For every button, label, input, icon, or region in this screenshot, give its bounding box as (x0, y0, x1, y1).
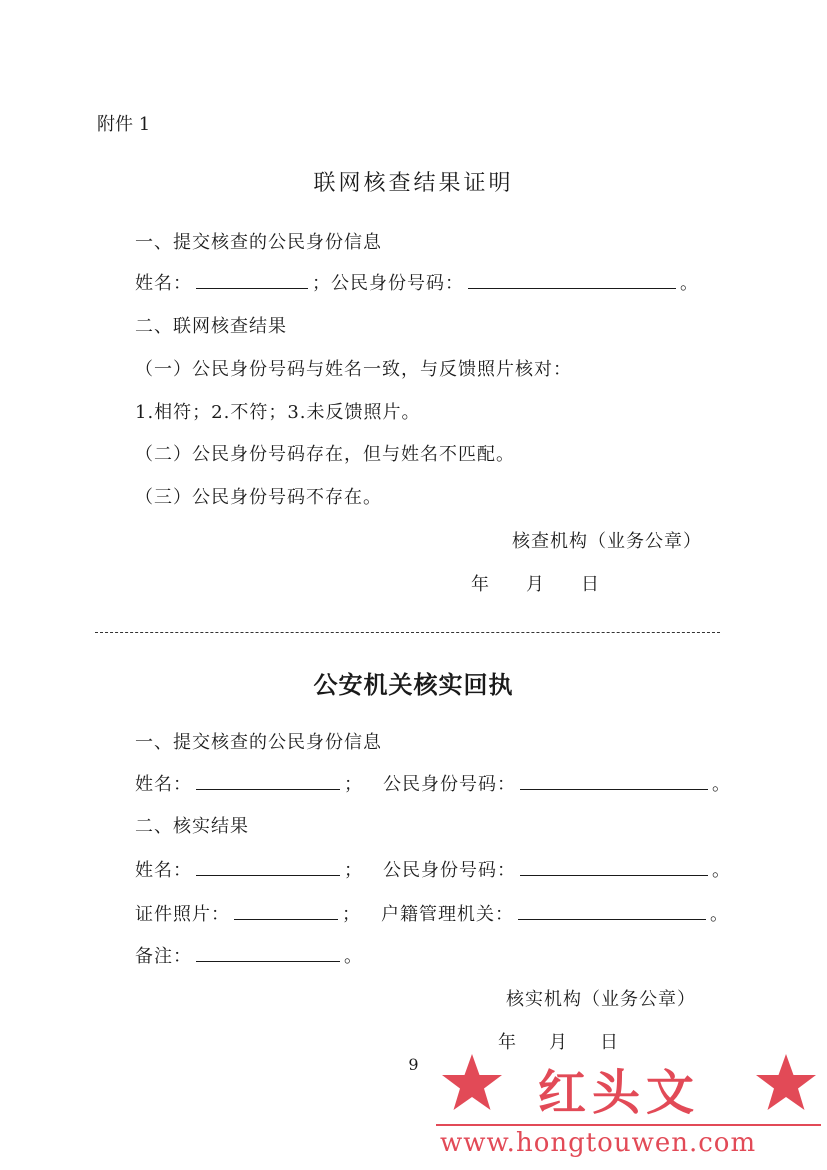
section2-submit-row (135, 770, 731, 796)
remark-blank (196, 944, 340, 962)
section2-item-2: 二、核实结果 (135, 816, 249, 837)
household-blank (518, 902, 706, 920)
id-label: 公民身份号码： (331, 273, 464, 294)
section2-photo-row (135, 900, 729, 926)
section1-item-1: 一、提交核查的公民身份信息 (135, 232, 382, 253)
name-blank (196, 772, 340, 790)
separator: ； (312, 273, 331, 294)
section2-remark-row (135, 942, 363, 968)
date-day: 日 (581, 574, 600, 595)
page-number: 9 (408, 1055, 419, 1074)
result-1-options: 1.相符；2.不符；3.未反馈照片。 (135, 402, 421, 423)
id-blank (468, 271, 676, 289)
section2-item-1: 一、提交核查的公民身份信息 (135, 732, 382, 753)
end-mark: 。 (710, 904, 729, 925)
date-month: 月 (549, 1032, 568, 1053)
date-year: 年 (471, 574, 490, 595)
household-label: 户籍管理机关： (381, 904, 514, 925)
photo-label: 证件照片： (135, 904, 230, 925)
section2-verify-row (135, 856, 731, 882)
photo-blank (234, 902, 338, 920)
result-1: （一）公民身份号码与姓名一致，与反馈照片核对： (135, 359, 572, 380)
date-year: 年 (498, 1032, 517, 1053)
section1-date (471, 570, 600, 596)
attachment-label: 附件 1 (97, 114, 151, 135)
name-blank (196, 271, 308, 289)
star-icon (754, 1052, 818, 1116)
section1-item-2: 二、联网核查结果 (135, 316, 287, 337)
result-3: （三）公民身份号码不存在。 (135, 487, 382, 508)
section2-seal: 核实机构（业务公章） (506, 989, 696, 1010)
end-mark: 。 (712, 774, 731, 795)
separator: ； (344, 774, 363, 795)
id-blank (520, 858, 708, 876)
separator: ； (344, 860, 363, 881)
watermark-divider (436, 1124, 821, 1126)
date-day: 日 (600, 1032, 619, 1053)
separator: ； (342, 904, 361, 925)
star-icon (440, 1052, 504, 1116)
end-mark: 。 (680, 273, 699, 294)
id-label: 公民身份号码： (383, 860, 516, 881)
watermark-logo (440, 1052, 820, 1122)
section1-seal: 核查机构（业务公章） (512, 531, 702, 552)
name-label: 姓名： (135, 774, 192, 795)
name-label: 姓名： (135, 860, 192, 881)
end-mark: 。 (712, 860, 731, 881)
id-blank (520, 772, 708, 790)
section1-title: 联网核查结果证明 (313, 171, 514, 196)
end-mark: 。 (344, 946, 363, 967)
name-blank (196, 858, 340, 876)
watermark-text: 红头文 (538, 1065, 701, 1121)
result-2: （二）公民身份号码存在，但与姓名不匹配。 (135, 444, 515, 465)
date-month: 月 (526, 574, 545, 595)
section1-info-row (135, 269, 699, 295)
id-label: 公民身份号码： (383, 774, 516, 795)
section2-date (498, 1028, 619, 1054)
watermark-url: www.hongtouwen.com (440, 1128, 757, 1158)
remark-label: 备注： (135, 946, 192, 967)
dashed-divider (95, 632, 720, 633)
section2-title: 公安机关核实回执 (313, 671, 514, 699)
name-label: 姓名： (135, 273, 192, 294)
